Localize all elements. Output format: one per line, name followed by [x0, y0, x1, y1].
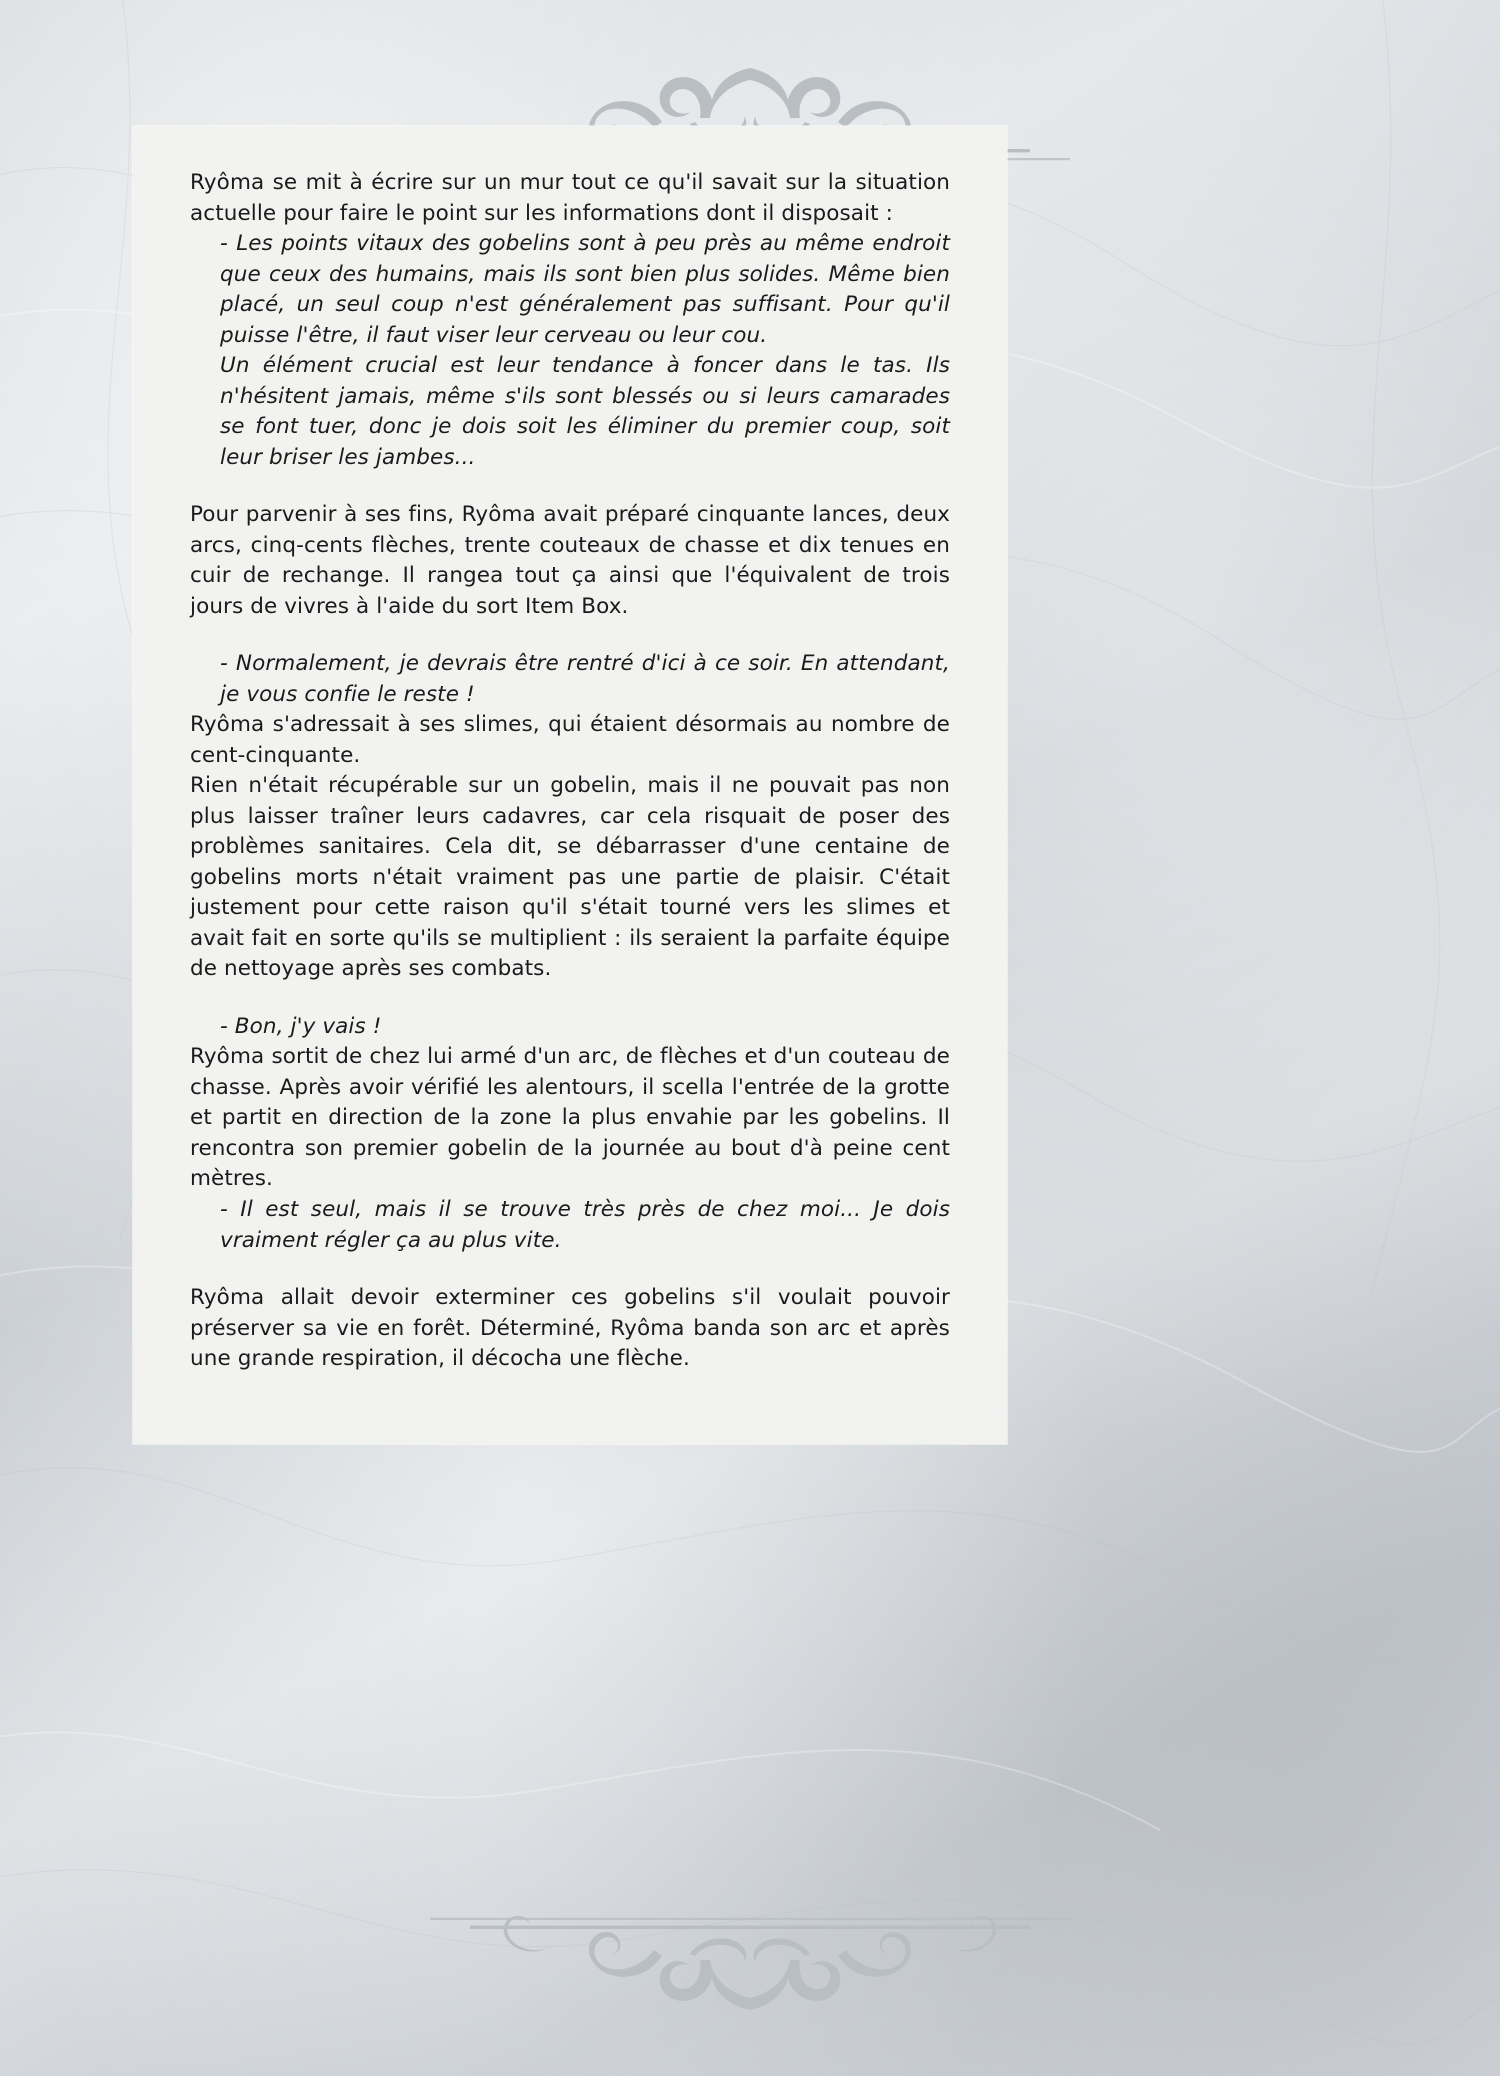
paragraph-dialogue: - Normalement, je devrais être rentré d'ici à ce soir. En attendant, je vous confie le reste !	[220, 651, 950, 707]
paragraph-spacer	[190, 622, 950, 649]
paragraph-spacer	[190, 473, 950, 500]
paragraph-dialogue: - Il est seul, mais il se trouve très près de chez moi... Je dois vraiment régler ça au plus vite.	[220, 1196, 950, 1253]
document-body	[190, 168, 950, 1375]
paragraph: Ryôma sortit de chez lui armé d'un arc, de flèches et d'un couteau de chasse. Après avoir vérifié les alentours, il scella l'entrée de la grotte et partit en direction de la zone la plus envahie par les gobelins. Il rencontra son premier gobelin de la journée au bout d'à peine cent mètres.	[190, 1044, 950, 1192]
paragraph: Ryôma se mit à écrire sur un mur tout ce qu'il savait sur la situation actuelle pour faire le point sur les informations dont il disposait :	[190, 170, 950, 226]
paper-sheet	[133, 126, 1007, 1444]
paragraph-spacer	[190, 1256, 950, 1283]
paragraph: Pour parvenir à ses fins, Ryôma avait préparé cinquante lances, deux arcs, cinq-cents flèches, trente couteaux de chasse et dix tenues en cuir de rechange. Il rangea tout ça ainsi que l'équivalent de trois jours de vivres à l'aide du sort Item Box.	[190, 502, 950, 619]
paragraph-dialogue: - Les points vitaux des gobelins sont à peu près au même endroit que ceux des humains, mais ils sont bien plus solides. Même bien placé, un seul coup n'est généralement pas suffisant. Pour qu'il puisse l'être, il faut viser leur cerveau ou leur cou.	[220, 231, 950, 348]
bottom-ornament	[400, 1908, 1100, 2018]
paragraph-spacer	[190, 985, 950, 1012]
paragraph: Rien n'était récupérable sur un gobelin, mais il ne pouvait pas non plus laisser traîner leurs cadavres, car cela risquait de poser des problèmes sanitaires. Cela dit, se débarrasser d'une centaine de gobelins morts n'était vraiment pas une partie de plaisir. C'était justement pour cette raison qu'il s'était tourné vers les slimes et avait fait en sorte qu'ils se multiplient : ils seraient la parfaite équipe de nettoyage après ses combats.	[190, 773, 950, 982]
paragraph-dialogue: Un élément crucial est leur tendance à foncer dans le tas. Ils n'hésitent jamais, même s'ils sont blessés ou si leurs camarades se font tuer, donc je dois soit les éliminer du premier coup, soit leur briser les jambes...	[220, 353, 950, 470]
paragraph-dialogue: - Bon, j'y vais !	[220, 1013, 382, 1039]
paragraph: Ryôma s'adressait à ses slimes, qui étaient désormais au nombre de cent-cinquante.	[190, 712, 950, 768]
paragraph: Ryôma allait devoir exterminer ces gobelins s'il voulait pouvoir préserver sa vie en forêt. Déterminé, Ryôma banda son arc et après une grande respiration, il décocha une flèche.	[190, 1285, 950, 1372]
